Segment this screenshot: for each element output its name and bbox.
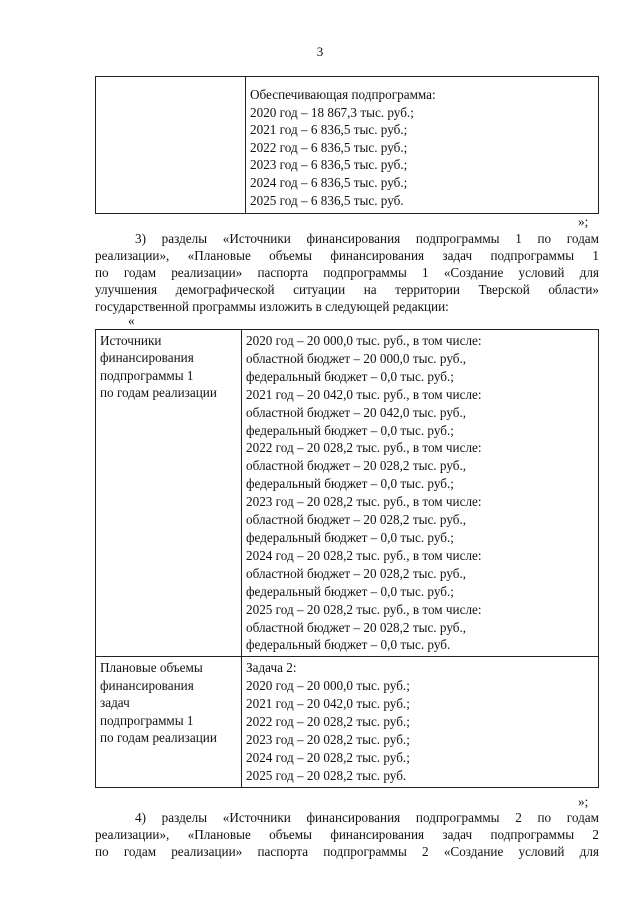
table-line: федеральный бюджет – 0,0 тыс. руб.;: [246, 583, 454, 599]
table-line: 2024 год – 6 836,5 тыс. руб.;: [250, 174, 408, 190]
table-cell-label: [96, 330, 242, 657]
table-line: областной бюджет – 20 042,0 тыс. руб.,: [246, 404, 467, 420]
table-line: 2020 год – 20 000,0 тыс. руб.;: [246, 678, 410, 694]
table-cell-values: [242, 657, 599, 787]
table-line: 2022 год – 20 028,2 тыс. руб., в том числе:: [246, 440, 482, 456]
table-cell-empty: [96, 77, 246, 214]
table-line: областной бюджет – 20 028,2 тыс. руб.,: [246, 565, 467, 581]
table-line: 2020 год – 20 000,0 тыс. руб., в том числе:: [246, 333, 482, 348]
table-line: 2021 год – 6 836,5 тыс. руб.;: [250, 122, 408, 138]
table-line: областной бюджет – 20 028,2 тыс. руб.,: [246, 512, 467, 528]
table-row: [96, 657, 599, 787]
table-line: 2023 год – 20 028,2 тыс. руб.;: [246, 731, 410, 747]
table-line: 2021 год – 20 042,0 тыс. руб., в том числе:: [246, 386, 482, 402]
table-line: 2024 год – 20 028,2 тыс. руб.;: [246, 749, 410, 765]
table-line: Обеспечивающая подпрограмма:: [250, 87, 436, 102]
paragraph-line: 4) разделы «Источники финансирования подпрограммы 2 по годам: [135, 810, 599, 825]
table-line: финансирования: [100, 677, 194, 693]
table-line: подпрограммы 1: [100, 712, 194, 728]
table-line: 2024 год – 20 028,2 тыс. руб., в том числе:: [246, 547, 482, 563]
table-row: [96, 330, 599, 657]
table-cell-support-subprogram: [246, 77, 599, 214]
table-line: 2022 год – 6 836,5 тыс. руб.;: [250, 139, 408, 155]
table-line: областной бюджет – 20 000,0 тыс. руб.,: [246, 350, 467, 366]
table-line: федеральный бюджет – 0,0 тыс. руб.;: [246, 422, 454, 438]
table-line: федеральный бюджет – 0,0 тыс. руб.;: [246, 529, 454, 545]
table-line: 2025 год – 6 836,5 тыс. руб.: [250, 192, 404, 208]
opening-quote: «: [128, 313, 135, 328]
table-line: задач: [100, 695, 130, 711]
table-line: 2021 год – 20 042,0 тыс. руб.;: [246, 696, 410, 712]
paragraph-line: реализации», «Плановые объемы финансирования задач подпрограммы 1: [95, 248, 599, 263]
table-line: 2023 год – 6 836,5 тыс. руб.;: [250, 157, 408, 173]
paragraph-line: по годам реализации» паспорта подпрограммы 1 «Создание условий для: [95, 265, 599, 280]
table-line: областной бюджет – 20 028,2 тыс. руб.,: [246, 458, 467, 474]
closing-quote-1: »;: [578, 214, 589, 229]
financing-table-continued: [95, 76, 599, 214]
table-line: 2020 год – 18 867,3 тыс. руб.;: [250, 104, 414, 120]
table-line: финансирования: [100, 350, 194, 366]
table-line: 2022 год – 20 028,2 тыс. руб.;: [246, 714, 410, 730]
table-line: федеральный бюджет – 0,0 тыс. руб.;: [246, 476, 454, 492]
paragraph-line: реализации», «Плановые объемы финансирования задач подпрограммы 2: [95, 827, 599, 842]
table-line: областной бюджет – 20 028,2 тыс. руб.,: [246, 619, 467, 635]
table-line: 2025 год – 20 028,2 тыс. руб., в том числе:: [246, 601, 482, 617]
table-line: 2025 год – 20 028,2 тыс. руб.: [246, 767, 407, 783]
table-line: 2023 год – 20 028,2 тыс. руб., в том числе:: [246, 494, 482, 510]
table-line: федеральный бюджет – 0,0 тыс. руб.;: [246, 368, 454, 384]
table-line: подпрограммы 1: [100, 367, 194, 383]
paragraph-3: [95, 230, 599, 315]
page-number: 3: [316, 44, 324, 59]
paragraph-4: [95, 809, 599, 860]
financing-table-subprogram-1: [95, 329, 599, 788]
paragraph-line: улучшения демографической ситуации на территории Тверской области»: [95, 282, 599, 297]
table-line: по годам реализации: [100, 385, 217, 401]
closing-quote-2: »;: [578, 794, 589, 809]
paragraph-line: 3) разделы «Источники финансирования подпрограммы 1 по годам: [135, 231, 599, 246]
table-line: по годам реализации: [100, 729, 217, 745]
table-line: Плановые объемы: [100, 660, 203, 676]
table-line: Задача 2:: [246, 660, 297, 676]
table-cell-values: [242, 330, 599, 657]
paragraph-line: по годам реализации» паспорта подпрограммы 2 «Создание условий для: [95, 844, 599, 859]
table-cell-label: [96, 657, 242, 787]
paragraph-line: государственной программы изложить в следующей редакции:: [95, 299, 449, 314]
table-row: [96, 77, 599, 214]
table-line: Источники: [100, 333, 162, 348]
table-line: федеральный бюджет – 0,0 тыс. руб.: [246, 637, 451, 653]
